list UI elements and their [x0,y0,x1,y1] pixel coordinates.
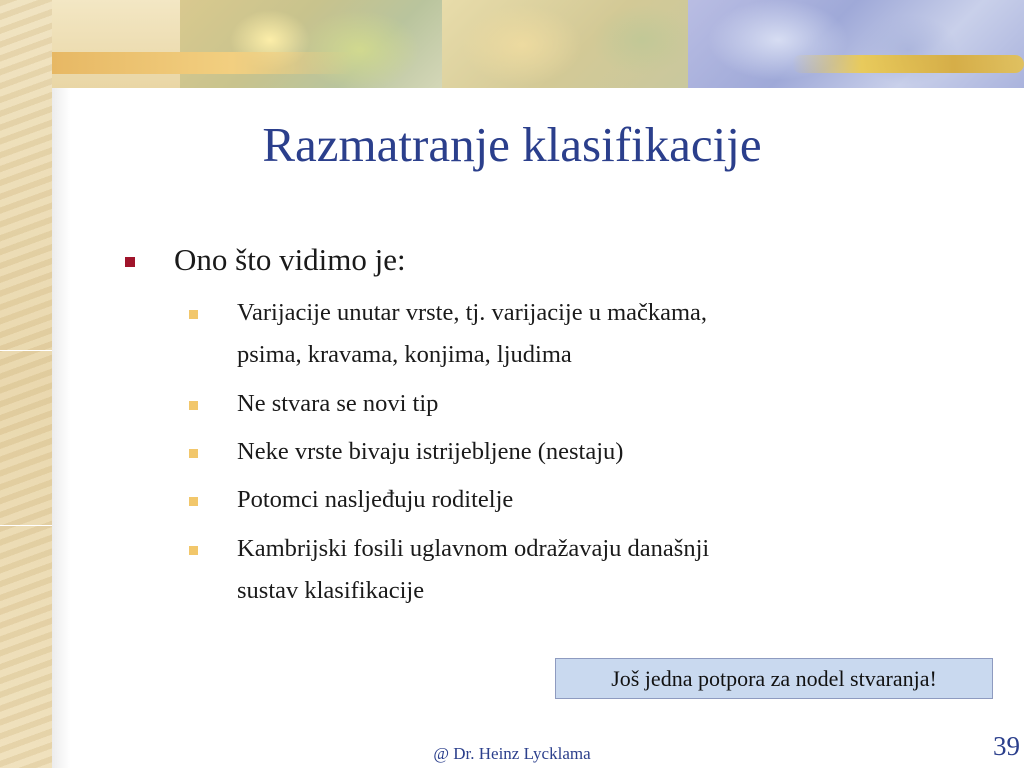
bullet-level1: Ono što vidimo je: [174,242,406,277]
sub-bullet-square-icon [189,401,198,410]
sub-bullet: Potomci nasljeđuju roditelje [237,486,514,513]
bullet-square-icon [125,257,135,267]
sub-bullet: Varijacije unutar vrste, tj. varijacije u mačkama, [237,299,708,326]
sub-bullet-square-icon [189,449,198,458]
sub-bullet-continuation: psima, kravama, konjima, ljudima [237,341,572,368]
sub-bullet-continuation: sustav klasifikacije [237,577,425,604]
sub-bullet-square-icon [189,497,198,506]
note-callout: Još jedna potpora za nodel stvaranja! [555,658,993,699]
sub-bullet-square-icon [189,546,198,555]
sub-bullet: Ne stvara se novi tip [237,390,439,417]
page-number: 39 [993,731,1020,761]
footer-author: @ Dr. Heinz Lycklama [433,744,591,763]
sub-bullet: Kambrijski fosili uglavnom odražavaju današnji [237,535,710,562]
sub-bullet: Neke vrste bivaju istrijebljene (nestaju) [237,438,624,465]
sub-bullet-square-icon [189,310,198,319]
slide-title: Razmatranje klasifikacije [262,117,762,172]
